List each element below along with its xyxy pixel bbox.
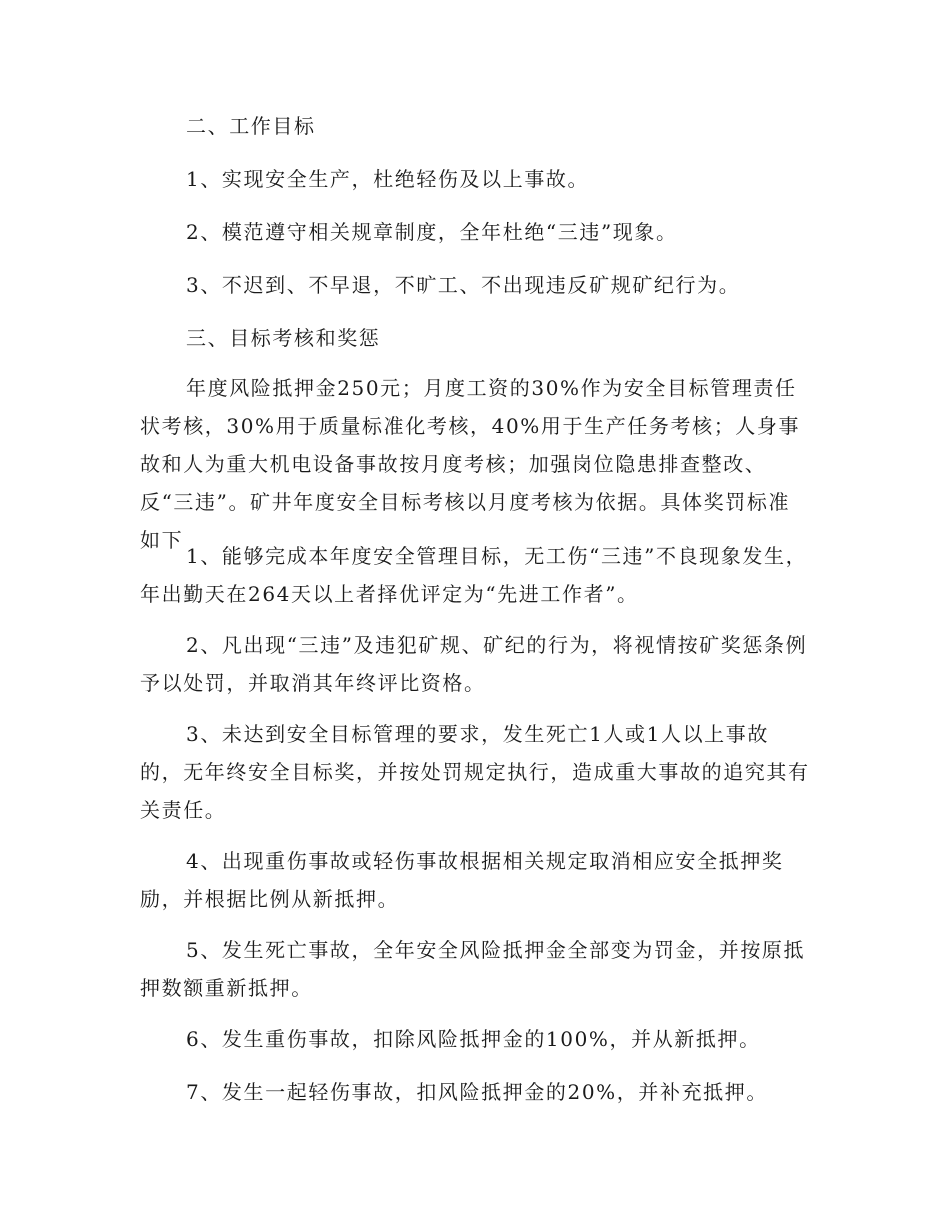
rule-item-6: 6、发生重伤事故，扣除风险抵押金的100%，并从新抵押。 bbox=[186, 1027, 761, 1051]
goal-item-2: 2、模范遵守相关规章制度，全年杜绝“三违”现象。 bbox=[186, 220, 678, 244]
goal-item-1: 1、实现安全生产，杜绝轻伤及以上事故。 bbox=[186, 167, 590, 191]
goal-item-3: 3、不迟到、不早退，不旷工、不出现违反矿规矿纪行为。 bbox=[186, 273, 741, 297]
rule-item-2: 2、凡出现“三违”及违犯矿规、矿纪的行为，将视情按矿奖惩条例予以处罚，并取消其年终评比资格。 bbox=[140, 633, 808, 695]
rule-item-4: 4、出现重伤事故或轻伤事故根据相关规定取消相应安全抵押奖励，并根据比例从新抵押。 bbox=[140, 849, 784, 911]
rule-item-7: 7、发生一起轻伤事故，扣风险抵押金的20%，并补充抵押。 bbox=[186, 1080, 768, 1104]
rule-item-3: 3、未达到安全目标管理的要求，发生死亡1人或1人以上事故的，无年终安全目标奖，并按处罚规定执行，造成重大事故的追究其有关责任。 bbox=[140, 722, 810, 822]
assessment-intro-paragraph: 年度风险抵押金250元；月度工资的30%作为安全目标管理责任状考核，30%用于质量标准化考核，40%用于生产任务考核；人身事故和人为重大机电设备事故按月度考核；加强岗位隐患排查整改、反“三违”。矿井年度安全目标考核以月度考核为依据。具体奖罚标准如下 bbox=[140, 376, 801, 552]
section-heading-assessment: 三、目标考核和奖惩 bbox=[186, 326, 381, 350]
rule-item-5: 5、发生死亡事故，全年安全风险抵押金全部变为罚金，并按原抵押数额重新抵押。 bbox=[140, 938, 806, 1000]
rule-item-1: 1、能够完成本年度安全管理目标，无工伤“三违”不良现象发生，年出勤天在264天以上者择优评定为“先进工作者”。 bbox=[140, 544, 808, 606]
section-heading-goals: 二、工作目标 bbox=[186, 114, 316, 138]
